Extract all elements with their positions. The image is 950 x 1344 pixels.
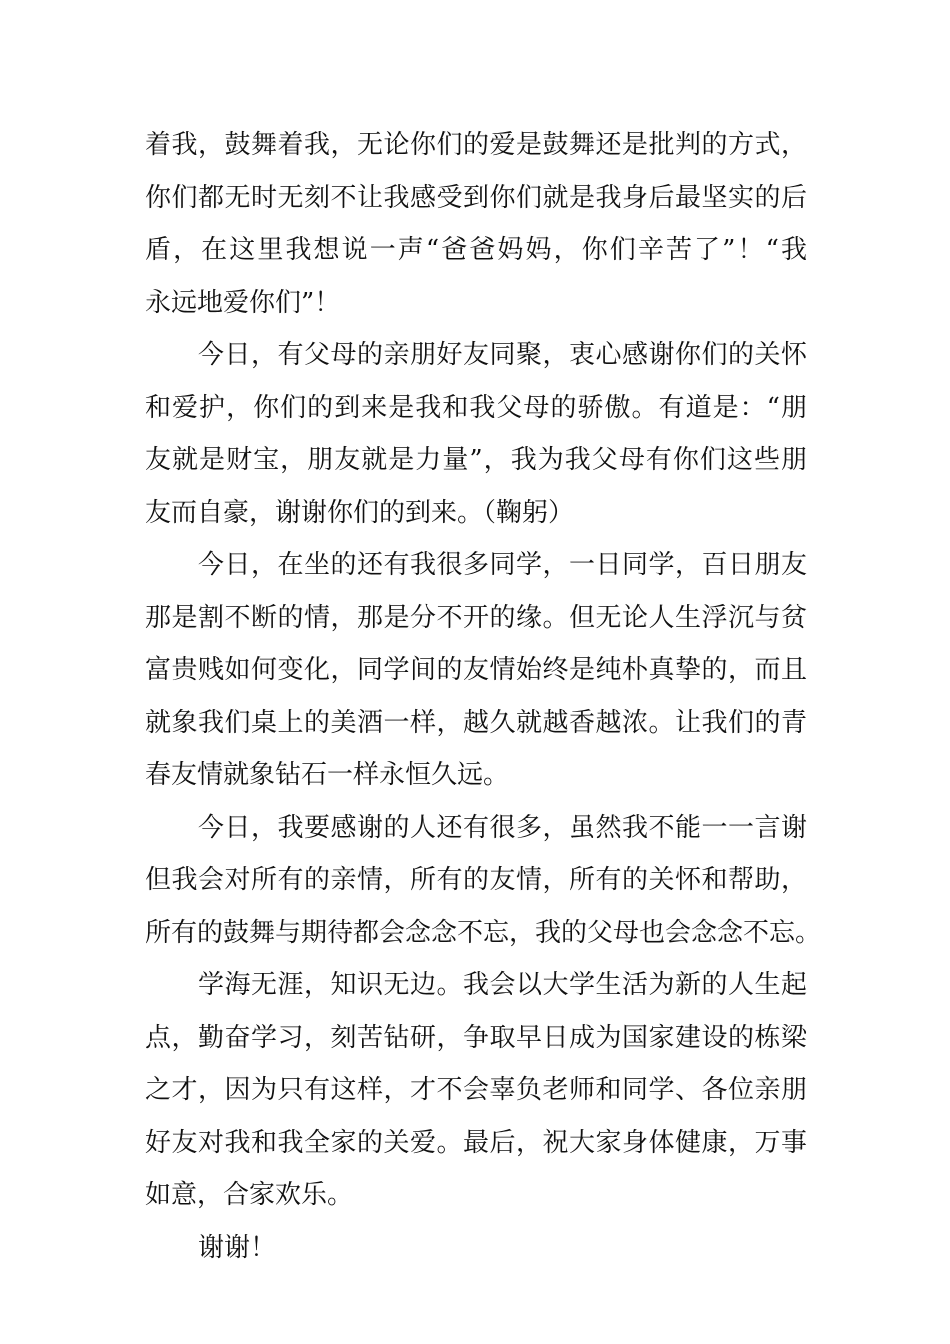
text-line: 今日，有父母的亲朋好友同聚，衷心感谢你们的关怀 [198, 340, 807, 370]
text-line: 学海无涯，知识无边。我会以大学生活为新的人生起 [198, 970, 807, 1000]
text-line: 盾，在这里我想说一声“爸爸妈妈，你们辛苦了”！“我 [145, 235, 807, 265]
text-line: 就象我们桌上的美酒一样，越久就越香越浓。让我们的青 [145, 707, 807, 738]
text-line: 友就是财宝，朋友就是力量”，我为我父母有你们这些朋 [145, 445, 807, 475]
text-line: 你们都无时无刻不让我感受到你们就是我身后最坚实的后 [145, 182, 807, 213]
text-line: 好友对我和我全家的关爱。最后，祝大家身体健康，万事 [145, 1127, 807, 1158]
text-line: 但我会对所有的亲情，所有的友情，所有的关怀和帮助， [145, 865, 807, 895]
paragraph [145, 808, 822, 966]
paragraph [145, 965, 807, 1228]
text-line: 和爱护，你们的到来是我和我父母的骄傲。有道是：“朋 [145, 392, 807, 423]
paragraph [145, 125, 807, 335]
document-body [145, 125, 822, 1280]
text-line: 之才，因为只有这样，才不会辜负老师和同学、各位亲朋 [145, 1075, 807, 1105]
text-line: 着我，鼓舞着我，无论你们的爱是鼓舞还是批判的方式， [145, 130, 807, 160]
closing-paragraph [145, 1228, 807, 1281]
text-line: 点，勤奋学习，刻苦钻研，争取早日成为国家建设的栋梁 [145, 1022, 807, 1053]
text-line: 所有的鼓舞与期待都会念念不忘，我的父母也会念念不忘。 [145, 917, 822, 948]
text-line: 今日，我要感谢的人还有很多，虽然我不能一一言谢 [198, 812, 807, 843]
text-line: 春友情就象钻石一样永恒久远。 [145, 760, 510, 790]
text-line: 友而自豪，谢谢你们的到来。（鞠躬） [145, 497, 575, 528]
paragraph [145, 335, 807, 545]
paragraph [145, 545, 807, 808]
text-line: 永远地爱你们”！ [145, 287, 341, 318]
text-line: 如意，合家欢乐。 [145, 1180, 354, 1210]
text-line: 富贵贱如何变化，同学间的友情始终是纯朴真挚的，而且 [145, 655, 807, 685]
closing-line: 谢谢！ [198, 1232, 277, 1263]
text-line: 今日，在坐的还有我很多同学，一日同学，百日朋友 [198, 550, 807, 580]
text-line: 那是割不断的情，那是分不开的缘。但无论人生浮沉与贫 [145, 602, 807, 633]
